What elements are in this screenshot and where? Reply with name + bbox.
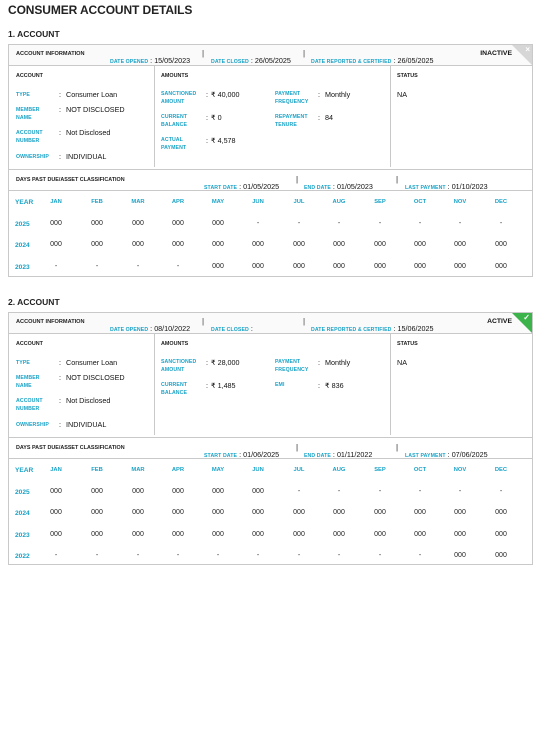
dpd-year-header: YEAR (15, 199, 34, 206)
dpd-cell: 000 (172, 241, 184, 248)
dpd-cell: 000 (132, 487, 144, 495)
amounts-column: AMOUNTS SANCTIONED AMOUNT : ₹ 28,000 CURRENT BALANCE : ₹ 1,485 PAYMENT FREQUENCY : Monthly EMI : ₹ 836 (154, 333, 391, 435)
dpd-month-header-feb: FEB (91, 467, 103, 473)
dpd-cell: - (297, 552, 301, 559)
date-reported: DATE REPORTED & CERTIFIED : 15/06/2025 (311, 324, 434, 333)
start-date: START DATE : 01/05/2025 (204, 182, 280, 191)
dpd-cell: - (418, 219, 422, 227)
dpd-cell: 000 (50, 219, 62, 227)
dpd-cell: 000 (495, 552, 507, 559)
dpd-cell: 000 (91, 509, 103, 516)
date-closed: DATE CLOSED : (211, 324, 253, 333)
dpd-cell: 000 (212, 219, 224, 227)
dpd-month-header-may: MAY (211, 199, 225, 205)
dpd-month-header-feb: FEB (91, 199, 103, 205)
dpd-cell: 000 (454, 530, 466, 538)
dpd-month-header-oct: OCT (413, 467, 427, 473)
date-opened: DATE OPENED : 15/05/2023 (110, 56, 191, 65)
status-value: NA (397, 358, 407, 367)
date-reported: DATE REPORTED & CERTIFIED : 26/05/2025 (311, 56, 434, 65)
status-column-title: STATUS (397, 341, 418, 347)
amounts-column-title: AMOUNTS (161, 341, 189, 347)
dpd-cell: 000 (91, 530, 103, 538)
last-payment: LAST PAYMENT : 01/10/2023 (405, 182, 488, 191)
dpd-row-year: 2023 (15, 263, 30, 271)
dpd-cell: 000 (293, 509, 305, 516)
dpd-cell: 000 (91, 241, 103, 248)
dpd-cell: 000 (414, 509, 426, 516)
dpd-cell: 000 (172, 509, 184, 516)
dpd-month-header-sep: SEP (374, 467, 386, 473)
account-column-title: ACCOUNT (16, 341, 43, 347)
dpd-cell: 000 (333, 530, 345, 538)
dpd-month-header-may: MAY (211, 467, 225, 473)
dpd-cell: - (378, 552, 382, 559)
dpd-cell: 000 (252, 262, 264, 270)
dpd-cell: - (378, 487, 382, 495)
dpd-month-header-dec: DEC (494, 199, 508, 205)
dpd-cell: 000 (495, 530, 507, 538)
account-column-title: ACCOUNT (16, 73, 43, 79)
dpd-cell: - (297, 219, 301, 227)
dpd-cell: - (337, 552, 341, 559)
dpd-cell: - (418, 487, 422, 495)
dpd-cell: - (216, 552, 220, 559)
dpd-cell: - (95, 262, 99, 270)
dpd-cell: 000 (333, 262, 345, 270)
dpd-cell: - (176, 262, 180, 270)
dpd-cell: 000 (454, 509, 466, 516)
dpd-title: DAYS PAST DUE/ASSET CLASSIFICATION (16, 445, 125, 451)
dpd-cell: 000 (374, 530, 386, 538)
dpd-cell: - (337, 487, 341, 495)
dpd-cell: - (95, 552, 99, 559)
account-info-heading: ACCOUNT INFORMATION (16, 319, 85, 325)
dpd-month-header-mar: MAR (131, 199, 145, 205)
dpd-cell: 000 (132, 241, 144, 248)
dpd-cell: 000 (293, 262, 305, 270)
account-info-header (9, 313, 532, 334)
dpd-cell: 000 (50, 487, 62, 495)
dpd-month-header-jan: JAN (50, 467, 62, 473)
dpd-row-year: 2024 (15, 510, 30, 517)
dpd-year-header: YEAR (15, 467, 34, 474)
dpd-month-header-sep: SEP (374, 199, 386, 205)
account-column: ACCOUNT TYPE : Consumer Loan MEMBER NAME : NOT DISCLOSED ACCOUNT NUMBER : Not Disclosed OWNERSHIP : INDIVIDUAL (9, 333, 155, 435)
dpd-cell: 000 (333, 509, 345, 516)
amounts-column-title: AMOUNTS (161, 73, 189, 79)
dpd-cell: 000 (50, 241, 62, 248)
check-icon: ✓ (523, 313, 530, 322)
account-details-row (9, 333, 532, 435)
header-separator: | (303, 317, 306, 326)
dpd-row-year: 2022 (15, 553, 30, 560)
dpd-month-header-jun: JUN (252, 199, 264, 205)
account-card-1 (8, 44, 533, 277)
dpd-cell: - (297, 487, 301, 495)
page-title: CONSUMER ACCOUNT DETAILS (8, 3, 193, 17)
account-info-heading: ACCOUNT INFORMATION (16, 51, 85, 57)
header-separator: | (202, 317, 205, 326)
dpd-cell: - (136, 552, 140, 559)
dpd-cell: 000 (454, 241, 466, 248)
dpd-cell: - (418, 552, 422, 559)
dpd-header: DAYS PAST DUE/ASSET CLASSIFICATION START DATE : 01/06/2025 | END DATE : 01/11/2022 | LAST PAYMENT : 07/06/2025 (9, 437, 532, 459)
dpd-cell: 000 (495, 509, 507, 516)
dpd-month-header-aug: AUG (332, 467, 346, 473)
dpd-cell: 000 (495, 241, 507, 248)
dpd-cell: 000 (50, 530, 62, 538)
header-separator: | (202, 49, 205, 58)
dpd-row-year: 2025 (15, 220, 30, 228)
dpd-month-header-jan: JAN (50, 199, 62, 205)
account-details-row (9, 65, 532, 167)
dpd-row-year: 2025 (15, 488, 30, 496)
dpd-cell: 000 (454, 262, 466, 270)
dpd-row-year: 2023 (15, 531, 30, 539)
dpd-cell: 000 (172, 487, 184, 495)
dpd-cell: 000 (374, 262, 386, 270)
dpd-cell: 000 (132, 219, 144, 227)
dpd-cell: 000 (252, 509, 264, 516)
dpd-cell: 000 (374, 241, 386, 248)
end-date: END DATE : 01/05/2023 (304, 182, 373, 191)
dpd-cell: 000 (293, 241, 305, 248)
dpd-cell: 000 (414, 262, 426, 270)
dpd-cell: 000 (172, 530, 184, 538)
dpd-month-header-nov: NOV (453, 467, 467, 473)
dpd-row-year: 2024 (15, 242, 30, 249)
dpd-cell: 000 (212, 509, 224, 516)
dpd-cell: - (458, 219, 462, 227)
dpd-cell: 000 (293, 530, 305, 538)
dpd-cell: 000 (50, 509, 62, 516)
dpd-header: DAYS PAST DUE/ASSET CLASSIFICATION START DATE : 01/05/2025 | END DATE : 01/05/2023 | LAST PAYMENT : 01/10/2023 (9, 169, 532, 191)
dpd-cell: - (54, 262, 58, 270)
amounts-column: AMOUNTS SANCTIONED AMOUNT : ₹ 40,000 CURRENT BALANCE : ₹ 0 ACTUAL PAYMENT : ₹ 4,578 PAYMENT FREQUENCY : Monthly REPAYMENT TENURE : 84 (154, 65, 391, 167)
date-closed: DATE CLOSED : 26/05/2025 (211, 56, 291, 65)
dpd-cell: 000 (91, 487, 103, 495)
header-separator: | (303, 49, 306, 58)
dpd-cell: 000 (132, 530, 144, 538)
dpd-cell: - (378, 219, 382, 227)
dpd-cell: 000 (374, 509, 386, 516)
dpd-month-header-jun: JUN (252, 467, 264, 473)
close-icon[interactable]: × (525, 45, 530, 54)
dpd-cell: 000 (132, 509, 144, 516)
account-card-2 (8, 312, 533, 565)
section-title-account-1: 1. ACCOUNT (8, 29, 60, 39)
dpd-cell: 000 (454, 552, 466, 559)
dpd-cell: 000 (212, 487, 224, 495)
dpd-cell: 000 (414, 241, 426, 248)
dpd-cell: 000 (212, 530, 224, 538)
dpd-title: DAYS PAST DUE/ASSET CLASSIFICATION (16, 177, 125, 183)
dpd-cell: - (499, 487, 503, 495)
dpd-cell: 000 (252, 487, 264, 495)
status-column (390, 333, 532, 435)
dpd-month-header-jul: JUL (293, 199, 305, 205)
dpd-cell: - (136, 262, 140, 270)
status-column (390, 65, 532, 167)
dpd-month-header-dec: DEC (494, 467, 508, 473)
dpd-cell: - (256, 219, 260, 227)
status-badge: INACTIVE (480, 50, 512, 57)
account-column: ACCOUNT TYPE : Consumer Loan MEMBER NAME : NOT DISCLOSED ACCOUNT NUMBER : Not Disclosed OWNERSHIP : INDIVIDUAL (9, 65, 155, 167)
dpd-cell: 000 (252, 530, 264, 538)
dpd-cell: 000 (495, 262, 507, 270)
dpd-cell: 000 (414, 530, 426, 538)
start-date: START DATE : 01/06/2025 (204, 450, 280, 459)
dpd-cell: - (256, 552, 260, 559)
dpd-month-header-apr: APR (171, 467, 185, 473)
dpd-cell: - (499, 219, 503, 227)
dpd-cell: 000 (172, 219, 184, 227)
dpd-cell: 000 (212, 262, 224, 270)
dpd-cell: 000 (252, 241, 264, 248)
dpd-cell: - (337, 219, 341, 227)
account-info-header (9, 45, 532, 66)
dpd-month-header-mar: MAR (131, 467, 145, 473)
dpd-cell: 000 (212, 241, 224, 248)
dpd-month-header-apr: APR (171, 199, 185, 205)
dpd-month-header-oct: OCT (413, 199, 427, 205)
status-value: NA (397, 90, 407, 99)
dpd-cell: - (176, 552, 180, 559)
end-date: END DATE : 01/11/2022 (304, 450, 373, 459)
dpd-cell: - (54, 552, 58, 559)
dpd-cell: 000 (91, 219, 103, 227)
dpd-month-header-aug: AUG (332, 199, 346, 205)
status-column-title: STATUS (397, 73, 418, 79)
dpd-month-header-nov: NOV (453, 199, 467, 205)
dpd-month-header-jul: JUL (293, 467, 305, 473)
dpd-cell: - (458, 487, 462, 495)
dpd-cell: 000 (333, 241, 345, 248)
last-payment: LAST PAYMENT : 07/06/2025 (405, 450, 488, 459)
section-title-account-2: 2. ACCOUNT (8, 297, 60, 307)
date-opened: DATE OPENED : 08/10/2022 (110, 324, 191, 333)
status-badge: ACTIVE (487, 318, 512, 325)
